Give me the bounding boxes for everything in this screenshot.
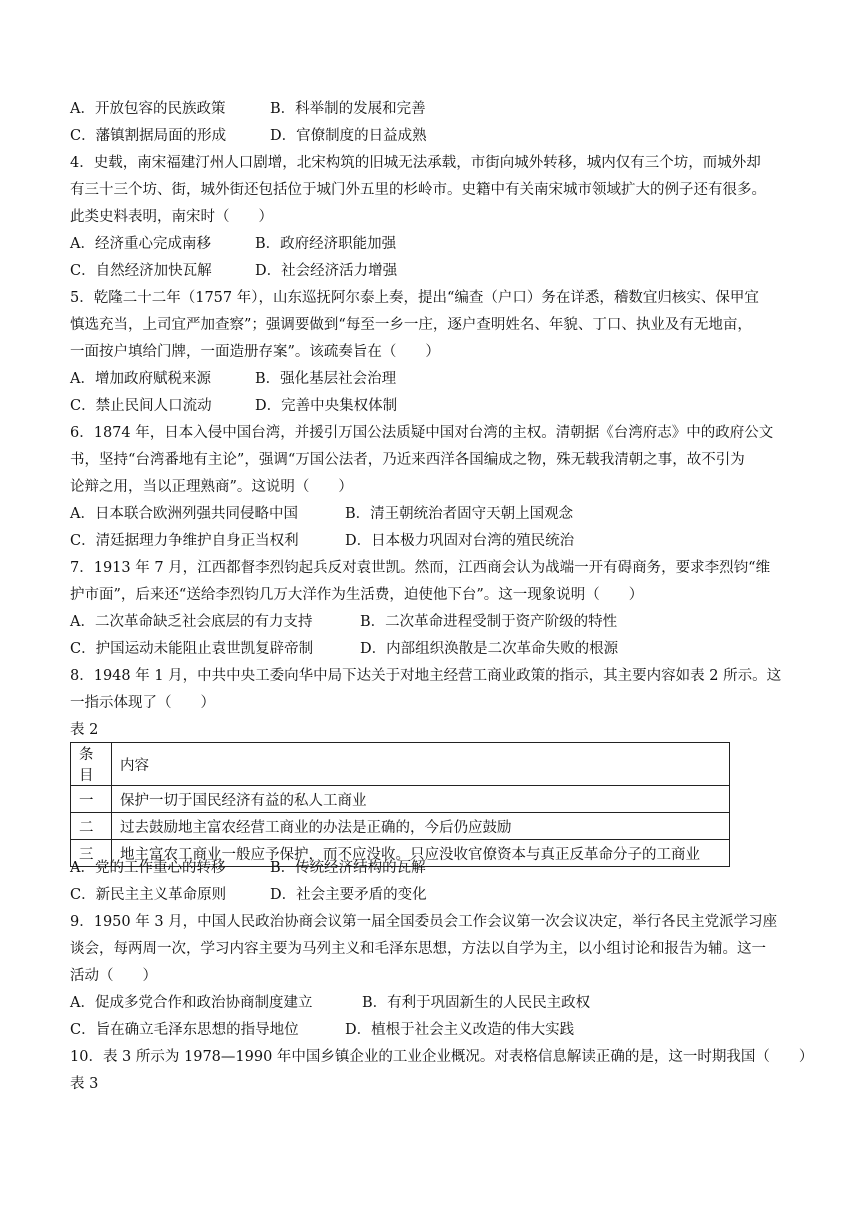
q5-option-a[interactable]: A．增加政府赋税来源: [70, 371, 211, 387]
table-cell: 一: [71, 786, 112, 813]
q9-stem-line-1: 9．1950 年 3 月，中国人民政治协商会议第一届全国委员会工作会议第一次会议决定，举行各民主党派学习座: [70, 914, 778, 930]
q7-stem-line-1: 7．1913 年 7 月，江西都督李烈钧起兵反对袁世凯。然而，江西商会认为战端一开有碍商务，要求李烈钧“维: [70, 560, 771, 576]
table-cell: 二: [71, 813, 112, 840]
q8-option-c[interactable]: C．新民主主义革命原则: [70, 887, 227, 903]
table-row: [71, 786, 730, 813]
q7-option-d[interactable]: D．内部组织涣散是二次革命失败的根源: [360, 641, 619, 657]
q5-option-b[interactable]: B．强化基层社会治理: [255, 371, 397, 387]
table-cell: 保护一切于国民经济有益的私人工商业: [112, 786, 730, 813]
q9-stem-line-3: 活动（ ）: [70, 968, 157, 984]
q5-stem-line-2: 慎选充当，上司宜严加查察”；强调要做到“每至一乡一庄，逐户查明姓名、年貌、丁口、执业及有无地亩，: [70, 317, 752, 333]
q8-option-a[interactable]: A．党的工作重心的转移: [70, 860, 226, 876]
q4-stem-line-1: 4．史载，南宋福建汀州人口剧增，北宋构筑的旧城无法承载，市街向城外转移，城内仅有三个坊，而城外却: [70, 155, 761, 171]
q7-option-a[interactable]: A．二次革命缺乏社会底层的有力支持: [70, 614, 313, 630]
q3-option-a[interactable]: A．开放包容的民族政策: [70, 101, 226, 117]
q4-stem-line-2: 有三十三个坊、街，城外街还包括位于城门外五里的杉岭市。史籍中有关南宋城市领域扩大的例子还有很多。: [70, 182, 766, 198]
table-row: [71, 813, 730, 840]
q7-option-b[interactable]: B．二次革命进程受制于资产阶级的特性: [360, 614, 618, 630]
q5-option-d[interactable]: D．完善中央集权体制: [255, 398, 398, 414]
table-3-caption: 表 3: [70, 1076, 99, 1092]
q8-stem-line-1: 8．1948 年 1 月，中共中央工委向华中局下达关于对地主经营工商业政策的指示，其主要内容如表 2 所示。这: [70, 668, 782, 684]
q7-stem-line-2: 护市面”，后来还“送给李烈钧几万大洋作为生活费，迫使他下台”。这一现象说明（ ）: [70, 587, 644, 603]
table-cell: 地主富农工商业一般应予保护，而不应没收。只应没收官僚资本与真正反革命分子的工商业: [112, 840, 730, 867]
q9-option-a[interactable]: A．促成多党合作和政治协商制度建立: [70, 995, 313, 1011]
q6-option-b[interactable]: B．清王朝统治者固守天朝上国观念: [345, 506, 574, 522]
q4-option-c[interactable]: C．自然经济加快瓦解: [70, 263, 212, 279]
q10-stem-line-1: 10．表 3 所示为 1978—1990 年中国乡镇企业的工业企业概况。对表格信息解读正确的是，这一时期我国（ ）: [70, 1049, 814, 1065]
q6-option-d[interactable]: D．日本极力巩固对台湾的殖民统治: [345, 533, 575, 549]
q5-option-c[interactable]: C．禁止民间人口流动: [70, 398, 212, 414]
q4-stem-line-3: 此类史料表明，南宋时（ ）: [70, 209, 273, 225]
q3-option-d[interactable]: D．官僚制度的日益成熟: [270, 128, 427, 144]
q4-option-b[interactable]: B．政府经济职能加强: [255, 236, 397, 252]
q3-option-c[interactable]: C．藩镇割据局面的形成: [70, 128, 227, 144]
q5-stem-line-3: 一面按户填给门牌，一面造册存案”。该疏奏旨在（ ）: [70, 344, 440, 360]
q9-option-b[interactable]: B．有利于巩固新生的人民民主政权: [362, 995, 591, 1011]
q9-option-d[interactable]: D．植根于社会主义改造的伟大实践: [345, 1022, 575, 1038]
q4-option-d[interactable]: D．社会经济活力增强: [255, 263, 398, 279]
q3-option-b[interactable]: B．科举制的发展和完善: [270, 101, 426, 117]
q6-option-c[interactable]: C．清廷据理力争维护自身正当权利: [70, 533, 299, 549]
q6-stem-line-3: 论辩之用，当以正理熟商”。这说明（ ）: [70, 479, 353, 495]
q8-option-d[interactable]: D．社会主要矛盾的变化: [270, 887, 427, 903]
table-header-cell: 条目: [71, 743, 112, 786]
table-2: [70, 742, 730, 867]
q6-stem-line-1: 6．1874 年，日本入侵中国台湾，并援引万国公法质疑中国对台湾的主权。清朝据《台湾府志》中的政府公文: [70, 425, 774, 441]
table-2-caption: 表 2: [70, 722, 99, 738]
q6-stem-line-2: 书，坚持“台湾番地有主论”，强调“万国公法者，乃近来西洋各国编成之物，殊无载我清朝之事，故不引为: [70, 452, 745, 468]
table-cell: 三: [71, 840, 112, 867]
q5-stem-line-1: 5．乾隆二十二年（1757 年），山东巡抚阿尔泰上奏，提出“编查（户口）务在详悉，稽数宜归核实、保甲宜: [70, 290, 759, 306]
table-header-cell: 内容: [112, 743, 730, 786]
q4-option-a[interactable]: A．经济重心完成南移: [70, 236, 211, 252]
q8-option-b[interactable]: B．传统经济结构的瓦解: [270, 860, 426, 876]
q9-stem-line-2: 谈会，每两周一次，学习内容主要为马列主义和毛泽东思想，方法以自学为主，以小组讨论和报告为辅。这一: [70, 941, 766, 957]
table-header-row: [71, 743, 730, 786]
q7-option-c[interactable]: C．护国运动未能阻止袁世凯复辟帝制: [70, 641, 314, 657]
q8-stem-line-2: 一指示体现了（ ）: [70, 695, 215, 711]
q6-option-a[interactable]: A．日本联合欧洲列强共同侵略中国: [70, 506, 298, 522]
table-cell: 过去鼓励地主富农经营工商业的办法是正确的，今后仍应鼓励: [112, 813, 730, 840]
q9-option-c[interactable]: C．旨在确立毛泽东思想的指导地位: [70, 1022, 299, 1038]
